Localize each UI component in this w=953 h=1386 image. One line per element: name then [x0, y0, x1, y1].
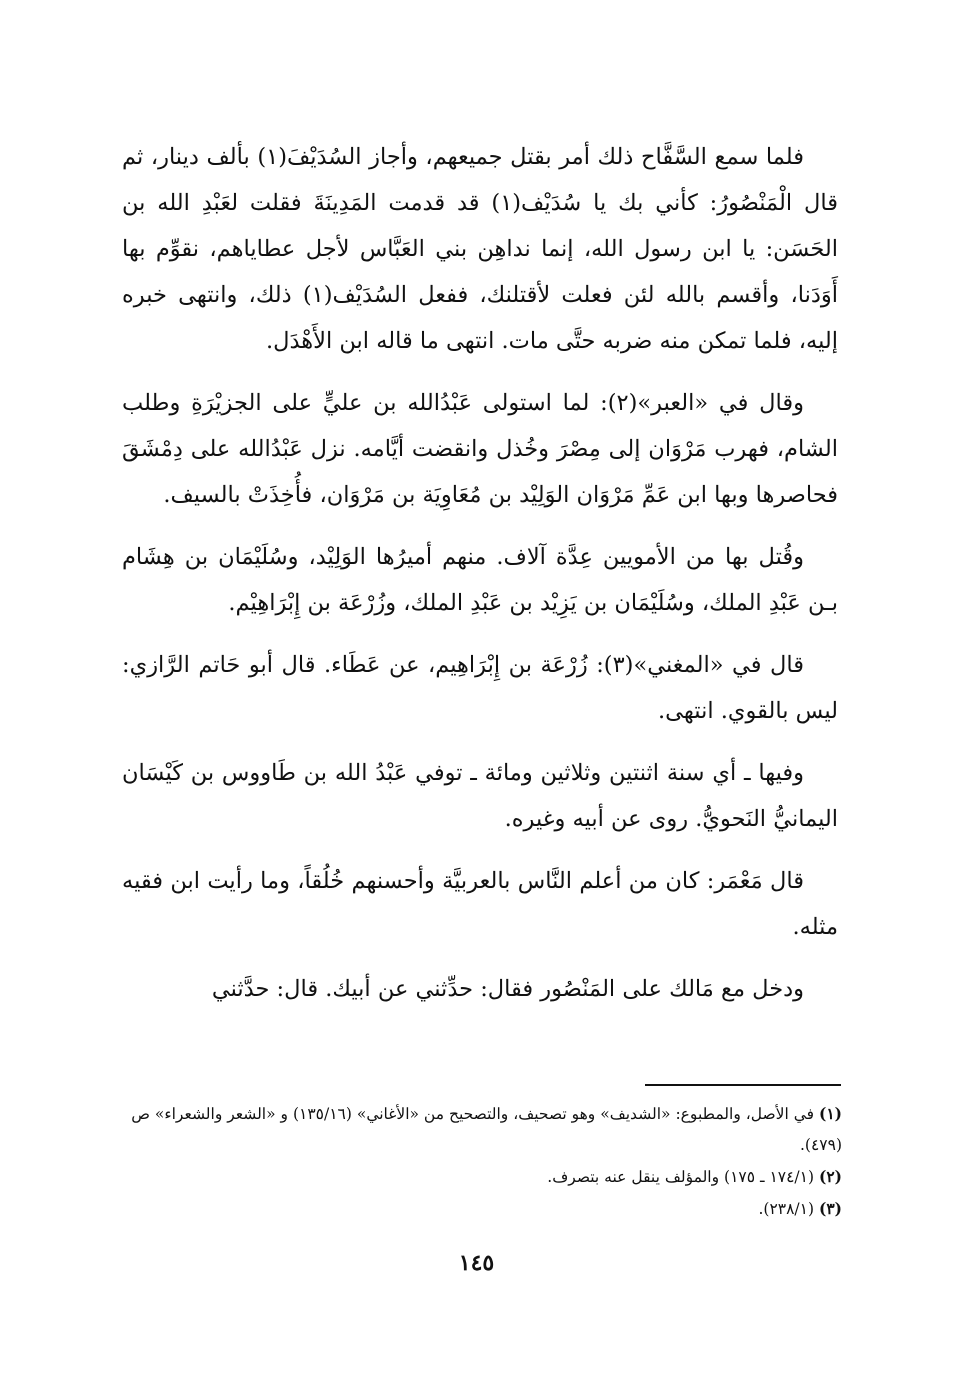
paragraph-2: وقال في «العبر»(٢): لما استولى عَبْدُالله بن عليٍّ على الجزيْرَةِ وطلب الشام، فهرب مَرْوَان إلى مِصْرَ وخُذل وانقضت أيَّامه. نزل عَبْدُالله على دِمْشَقَ فحاصرها وبها ابن عَمِّ مَرْوَان الوَلِيْد بن مُعَاوِيَة بن مَرْوَان، فأُخِذَتْ بالسيف.: [122, 390, 838, 508]
footnote-text: (١٧٤/١ ـ ١٧٥) والمؤلف ينقل عنه بتصرف.: [547, 1168, 815, 1186]
footnote-separator: [645, 1084, 841, 1086]
paragraph-5: وفيها ـ أي سنة اثنتين وثلاثين ومائة ـ توفي عَبْدُ الله بن طَاووس بن كَيْسَان اليمانيُّ النَحويُّ. روى عن أبيه وغيره.: [122, 760, 838, 832]
footnote-number: (١): [818, 1104, 842, 1123]
paragraph-7: ودخل مع مَالك على المَنْصُور فقال: حدِّثني عن أبيك. قال: حدَّثني: [211, 976, 804, 1002]
main-text-block: [122, 134, 838, 1012]
paragraph-1: فلما سمع السَّفَّاح ذلك أمر بقتل جميعهم، وأجاز السُدَيْفَ(١) بألف دينار، ثم قال الْمَنْصُورُ: كأني بك يا سُدَيْف(١) قد قدمت المَدِينَةَ فقلت لعَبْدِ الله بن الحَسَن: يا ابن رسول الله، إنما نداهِن بني العَبَّاس لأجل عطاياهم، نقوِّم بها أَوَدَنا، وأقسم بالله لئن فعلت لأقتلنك، ففعل السُدَيْف(١) ذلك، وانتهى خبره إليه، فلما تمكن منه ضربه حتَّى مات. انتهى ما قاله ابن الأَهْدَل.: [122, 144, 838, 354]
footnote-text: في الأصل، والمطبوع: «الشديف» وهو تصحيف، والتصحيح من «الأغاني» (١٣٥/١٦) و «الشعر والشعراء» ص (٤٧٩).: [131, 1105, 842, 1154]
footnote-2: [122, 1161, 842, 1193]
footnote-1: [122, 1098, 842, 1161]
footnote-3: [122, 1193, 842, 1225]
paragraph-4: قال في «المغني»(٣): زُرْعَة بن إِبْرَاهِيم، عن عَطَاء. قال أبو حَاتم الرَّازي: ليس بالقوي. انتهى.: [122, 652, 838, 724]
footnotes-block: [122, 1098, 842, 1225]
footnote-number: (٣): [818, 1199, 842, 1218]
page-number: ١٤٥: [458, 1250, 495, 1276]
footnote-number: (٢): [818, 1167, 842, 1186]
footnote-text: (٢٣٨/١).: [758, 1200, 815, 1218]
paragraph-6: قال مَعْمَر: كان من أعلم النَّاس بالعربيَّة وأحسنهم خُلُقاً، وما رأيت ابن فقيه مثله.: [122, 868, 838, 940]
paragraph-3: وقُتل بها من الأمويين عِدَّة آلاف. منهم أميرُها الوَلِيْد، وسُلَيْمَان بن هِشَام بـن عَبْدِ الملك، وسُلَيْمَان بن يَزِيْد بن عَبْدِ الملك، وزُرْعَة بن إِبْرَاهِيْم.: [122, 544, 838, 616]
